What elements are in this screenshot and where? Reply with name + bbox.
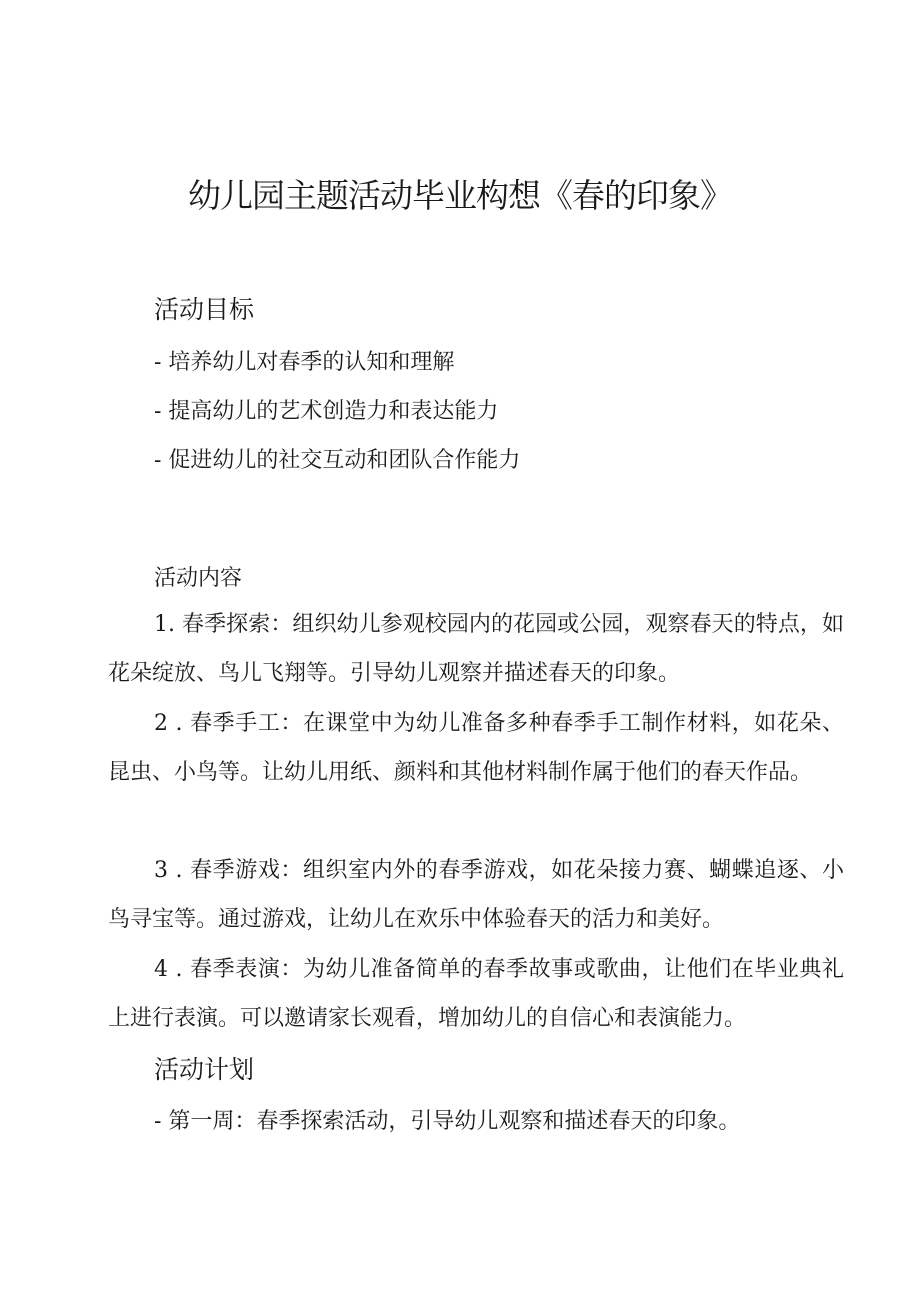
plan-item: - 第一周：春季探索活动，引导幼儿观察和描述春天的印象。 [154,1109,741,1134]
content-paragraph: 3 . 春季游戏：组织室内外的春季游戏，如花朵接力赛、蝴蝶追逐、小鸟寻宝等。通过游戏，让幼儿在欢乐中体验春天的活力和美好。 [108,858,844,932]
document-title: 幼儿园主题活动毕业构想《春的印象》 [188,176,732,215]
goal-item: - 培养幼儿对春季的认知和理解 [154,350,455,375]
goal-item: - 促进幼儿的社交互动和团队合作能力 [154,448,521,473]
goals-heading: 活动目标 [154,295,255,324]
goal-item: - 提高幼儿的艺术创造力和表达能力 [154,399,499,424]
plan-heading: 活动计划 [154,1055,255,1084]
content-paragraph: 4 . 春季表演：为幼儿准备简单的春季故事或歌曲，让他们在毕业典礼上进行表演。可以邀请家长观看，增加幼儿的自信心和表演能力。 [108,957,844,1031]
content-paragraph: 2 . 春季手工：在课堂中为幼儿准备多种春季手工制作材料，如花朵、昆虫、小鸟等。让幼儿用纸、颜料和其他材料制作属于他们的春天作品。 [108,711,844,785]
content-heading: 活动内容 [154,566,243,591]
content-paragraph: 1. 春季探索：组织幼儿参观校园内的花园或公园，观察春天的特点，如花朵绽放、鸟儿飞翔等。引导幼儿观察并描述春天的印象。 [108,612,844,686]
